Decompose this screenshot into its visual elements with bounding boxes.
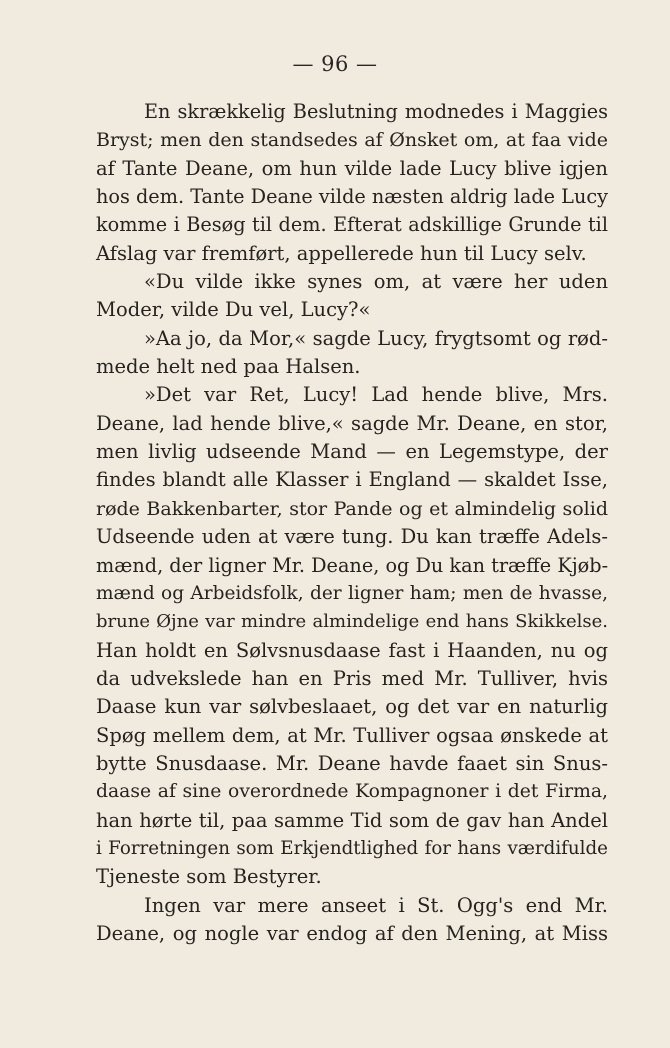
text-line: han hørte til, paa samme Tid som de gav han Andel [96,808,608,832]
text-line: Moder, vilde Du vel, Lucy?« [96,298,371,322]
text-line: Udseende uden at være tung. Du kan træffe Adels- [96,525,608,549]
text-line: hos dem. Tante Deane vilde næsten aldrig lade Lucy [96,185,608,209]
text-line: komme i Besøg til dem. Efterat adskillige Grunde til [96,213,608,237]
text-line: mænd, der ligner Mr. Deane, og Du kan træffe Kjøb- [96,553,609,577]
text-line: »Det var Ret, Lucy! Lad hende blive, Mrs. [144,383,608,407]
text-line: Han holdt en Sølvsnusdaase fast i Haanden, nu og [96,638,608,662]
text-line: bytte Snusdaase. Mr. Deane havde faaet sin Snus- [96,751,608,775]
text-line: findes blandt alle Klasser i England — skaldet Isse, [96,468,608,492]
text-line: Deane, lad hende blive,« sagde Mr. Deane, en stor, [96,411,608,435]
text-line: men livlig udseende Mand — en Legemstype, der [96,440,608,464]
text-line: mænd og Arbeidsfolk, der ligner ham; men de hvasse, [96,582,608,604]
text-line: Afslag var fremført, appellerede hun til Lucy selv. [96,241,587,265]
text-line: «Du vilde ikke synes om, at være her uden [144,270,608,294]
text-line: Spøg mellem dem, at Mr. Tulliver ogsaa ønskede at [96,723,608,747]
text-line: brune Øjne var mindre almindelige end hans Skikkelse. [96,611,608,633]
text-line: i Forretningen som Erkjendtlighed for hans værdifulde [96,837,608,859]
text-line: Tjeneste som Bestyrer. [96,865,322,889]
text-line: Daase kun var sølvbeslaaet, og det var en naturlig [96,695,608,719]
text-line: røde Bakkenbarter, stor Pande og et almindelig solid [96,497,608,520]
body-text [96,98,608,948]
text-line: mede helt ned paa Halsen. [96,355,361,379]
text-line: daase af sine overordnede Kompagnoner i det Firma, [96,781,608,803]
text-line: da udvekslede han en Pris med Mr. Tulliver, hvis [96,666,608,690]
text-line: En skrækkelig Beslutning modnedes i Maggies [144,100,608,123]
text-line: af Tante Deane, om hun vilde lade Lucy blive igjen [96,156,608,180]
text-line: Bryst; men den standsedes af Ønsket om, at faa vide [96,129,608,152]
text-line: Deane, og nogle var endog af den Mening, at Miss [96,921,608,945]
text-line: »Aa jo, da Mor,« sagde Lucy, frygtsomt og rød- [144,326,608,350]
text-line: Ingen var mere anseet i St. Ogg's end Mr. [144,893,608,917]
page-number: — 96 — [292,52,378,76]
